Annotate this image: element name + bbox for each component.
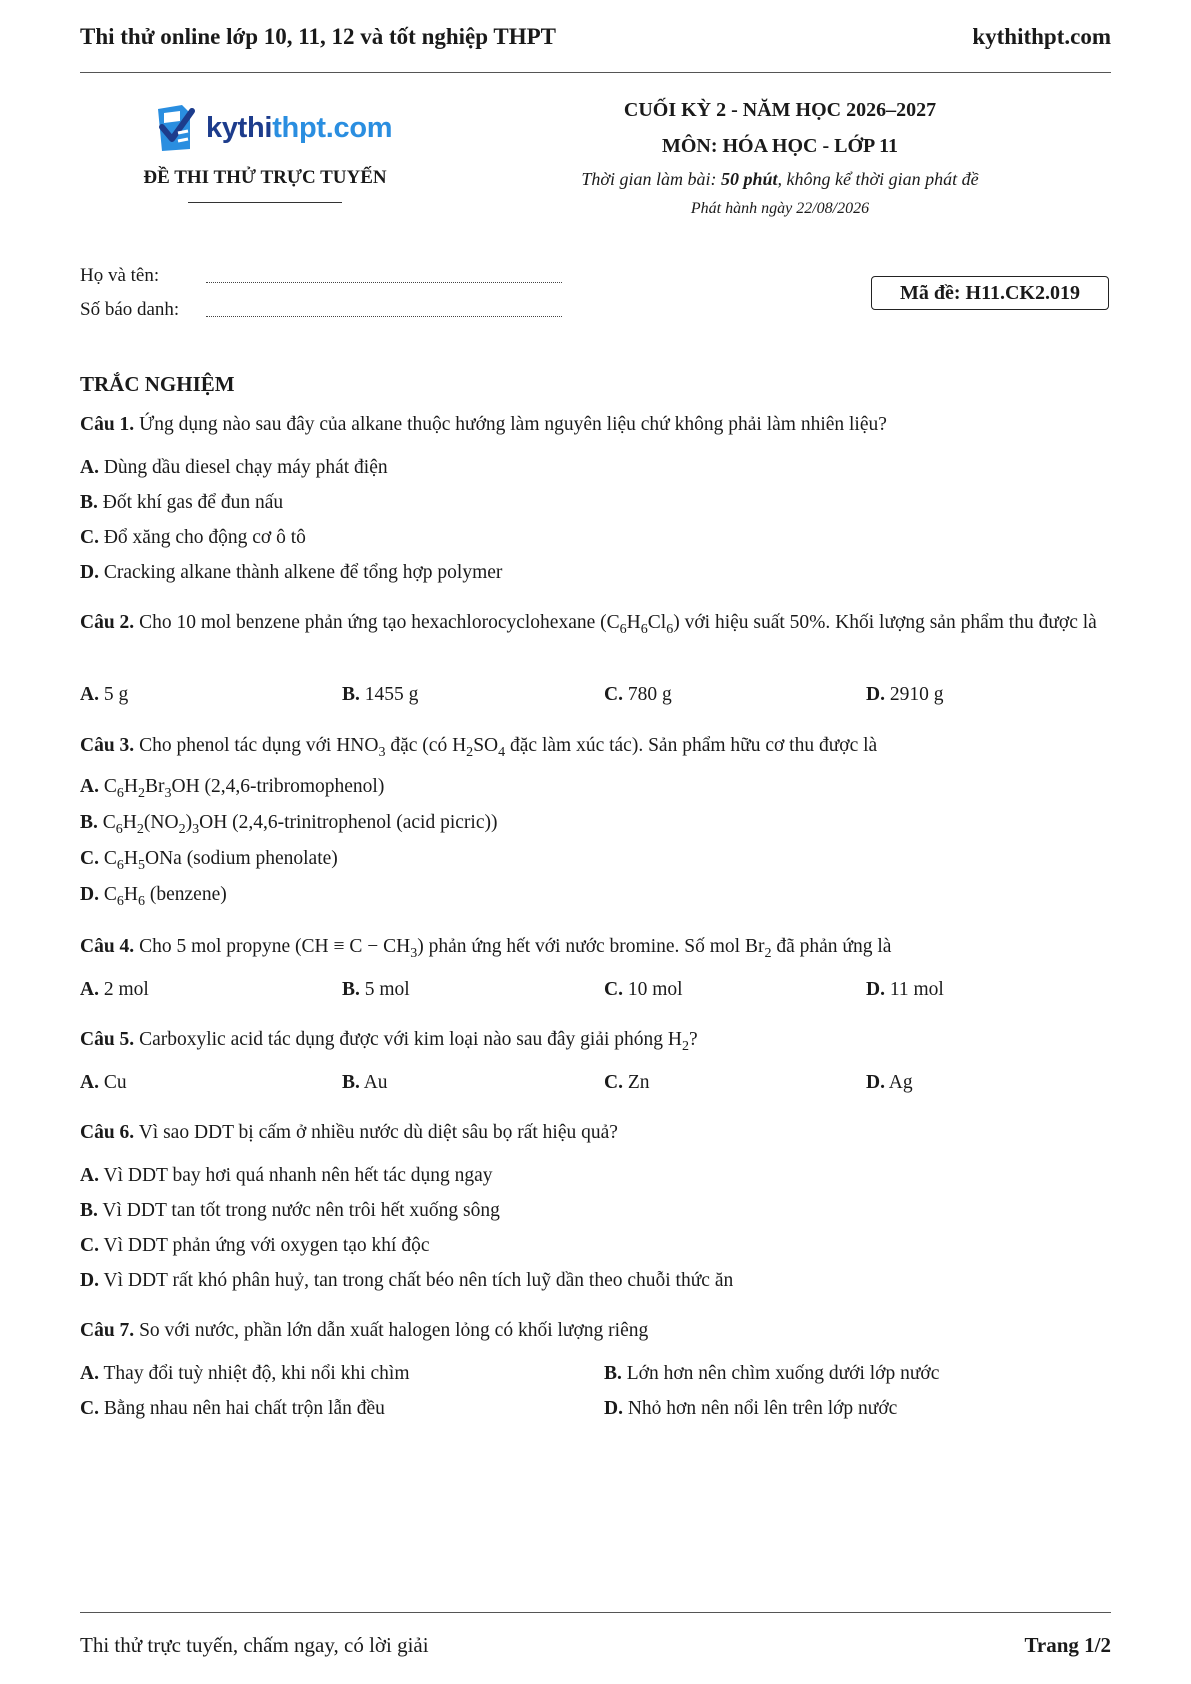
option-text: Ag (888, 1072, 913, 1093)
checklist-logo-icon (152, 103, 200, 153)
option-letter: A. (80, 684, 99, 705)
subtitle-underline (188, 202, 342, 203)
q2-option-b[interactable] (342, 681, 418, 709)
duration-prefix: Thời gian làm bài: (581, 169, 721, 189)
option-text: (2,4,6-tribromophenol) (204, 776, 385, 797)
q3-option-c[interactable]: C. $C_6H_5ONa$ (sodium phenolate) (80, 848, 338, 873)
option-letter: D. (866, 979, 885, 1000)
exam-subject: MÔN: HÓA HỌC - LỚP 11 (661, 135, 899, 157)
question-label: Câu 3. (80, 735, 135, 756)
option-letter: A. (80, 979, 99, 1000)
q4-option-c[interactable] (604, 976, 683, 1004)
option-letter: D. (80, 562, 99, 583)
subscript: 6 (619, 620, 627, 637)
q5-option-d[interactable] (866, 1069, 913, 1097)
option-text: 5 g (103, 684, 129, 705)
question-5 (80, 1025, 1111, 1055)
header-divider (80, 72, 1111, 73)
logo-wordmark (206, 112, 392, 145)
question-text-part: Cho 5 mol propyne (CH ≡ C − CH (139, 936, 411, 957)
option-letter: C. (604, 979, 623, 1000)
option-letter: D. (80, 1270, 99, 1291)
option-text: Cu (103, 1072, 127, 1093)
q2-option-c[interactable] (604, 681, 672, 709)
option-text: 5 mol (364, 979, 410, 1000)
student-id-field[interactable] (80, 299, 179, 321)
footer-tagline: Thi thử trực tuyến, chấm ngay, có lời giải (80, 1633, 429, 1657)
q7-option-b[interactable] (604, 1360, 939, 1388)
q1-option-d[interactable] (80, 559, 502, 587)
name-dotted-line (206, 282, 562, 283)
question-4 (80, 932, 1111, 962)
option-letter: D. (604, 1398, 623, 1419)
option-letter: B. (342, 684, 360, 705)
site-logo[interactable] (152, 102, 400, 154)
option-text: 2 mol (103, 979, 149, 1000)
logo-text-light: thpt.com (272, 111, 393, 144)
option-text: Vì DDT tan tốt trong nước nên trôi hết xuống sông (102, 1200, 500, 1221)
header-site[interactable]: kythithpt.com (972, 24, 1111, 49)
q2-option-a[interactable] (80, 681, 128, 709)
subscript: 3 (378, 743, 386, 760)
option-letter: B. (342, 1072, 360, 1093)
option-text: (benzene) (149, 884, 227, 905)
q3-option-b[interactable]: B. $C_6H_2(NO_2)_3OH$ (2,4,6-trinitrophenol (acid picric)) (80, 812, 498, 837)
release-date: Phát hành ngày 22/08/2026 (690, 200, 870, 217)
question-text-part: ) với hiệu suất 50%. Khối lượng sản phẩm thu được là (673, 612, 1097, 633)
q6-option-a[interactable] (80, 1162, 493, 1190)
question-label: Câu 4. (80, 936, 135, 957)
q4-option-a[interactable] (80, 976, 149, 1004)
question-7 (80, 1316, 1111, 1346)
exam-term: CUỐI KỲ 2 - NĂM HỌC 2026–2027 (623, 99, 937, 121)
student-id-dotted-line (206, 316, 562, 317)
q7-option-a[interactable] (80, 1360, 410, 1388)
question-text: Ứng dụng nào sau đây của alkane thuộc hướng làm nguyên liệu chứ không phải làm nhiên liệu? (139, 414, 887, 435)
option-letter: C. (604, 1072, 623, 1093)
subscript: 3 (410, 944, 418, 961)
q5-option-b[interactable] (342, 1069, 388, 1097)
option-letter: B. (604, 1363, 622, 1384)
question-text-part: Carboxylic acid tác dụng được với kim loại nào sau đây giải phóng H (139, 1029, 683, 1050)
option-text: Đốt khí gas để đun nấu (102, 492, 284, 513)
option-text: Nhỏ hơn nên nổi lên trên lớp nước (627, 1398, 898, 1419)
question-3: Câu 3. Cho phenol tác dụng với $HNO_3$ đặc (có $H_2SO_4$ đặc làm xúc tác). Sản phẩm hữu cơ thu được là (80, 735, 878, 760)
option-text: Vì DDT bay hơi quá nhanh nên hết tác dụng ngay (103, 1165, 493, 1186)
footer-divider (80, 1612, 1111, 1613)
exam-duration (520, 166, 1040, 192)
option-text: Vì DDT rất khó phân huỷ, tan trong chất béo nên tích luỹ dần theo chuỗi thức ăn (103, 1270, 734, 1291)
question-6 (80, 1118, 1111, 1148)
q2-option-d[interactable] (866, 681, 943, 709)
option-text: Lớn hơn nên chìm xuống dưới lớp nước (626, 1363, 940, 1384)
question-2: Câu 2. Cho 10 mol benzene phản ứng tạo hexachlorocyclohexane $(C_6H_6Cl_6)$ với hiệu suất 50%. Khối lượng sản phẩm thu được là (80, 612, 1097, 637)
q5-option-a[interactable] (80, 1069, 127, 1097)
question-label: Câu 6. (80, 1122, 135, 1143)
question-text: So với nước, phần lớn dẫn xuất halogen lỏng có khối lượng riêng (139, 1320, 649, 1341)
subscript: 6 (666, 620, 674, 637)
top-header (80, 22, 1111, 52)
q6-option-c[interactable] (80, 1232, 429, 1260)
q5-option-c[interactable] (604, 1069, 650, 1097)
subscript: 4 (498, 743, 506, 760)
option-letter: C. (80, 848, 99, 869)
q4-option-b[interactable] (342, 976, 410, 1004)
option-text: Vì DDT phản ứng với oxygen tạo khí độc (103, 1235, 430, 1256)
question-text-part: ) phản ứng hết với nước bromine. Số mol Br (417, 936, 765, 957)
option-text: Zn (627, 1072, 650, 1093)
option-text: 11 mol (889, 979, 944, 1000)
option-letter: A. (80, 457, 99, 478)
student-id-label: Số báo danh: (80, 299, 180, 320)
option-letter: C. (80, 1235, 99, 1256)
question-label: Câu 1. (80, 414, 135, 435)
exam-code-badge: Mã đề: H11.CK2.019 (871, 276, 1109, 310)
question-text-part: đặc làm xúc tác). Sản phẩm hữu cơ thu được là (505, 735, 878, 756)
option-text: 1455 g (364, 684, 419, 705)
option-text: (2,4,6-trinitrophenol (acid picric)) (232, 812, 498, 833)
logo-text-dark: kythi (206, 111, 273, 144)
q1-option-b[interactable] (80, 489, 283, 517)
option-letter: A. (80, 776, 99, 797)
option-text: Thay đổi tuỳ nhiệt độ, khi nổi khi chìm (103, 1363, 410, 1384)
name-field[interactable] (80, 265, 159, 287)
exam-type: ĐỀ THI THỬ TRỰC TUYẾN (143, 167, 387, 188)
header-title: Thi thử online lớp 10, 11, 12 và tốt nghiệp THPT (80, 24, 556, 49)
subscript: 2 (764, 944, 772, 961)
duration-value: 50 phút (721, 169, 778, 189)
question-text: Vì sao DDT bị cấm ở nhiều nước dù diệt sâu bọ rất hiệu quả? (138, 1122, 618, 1143)
exam-info (520, 96, 1040, 220)
name-label: Họ và tên: (80, 265, 160, 286)
option-letter: D. (866, 684, 885, 705)
option-text: (sodium phenolate) (186, 848, 338, 869)
option-letter: C. (80, 1398, 99, 1419)
option-letter: B. (80, 492, 98, 513)
question-text-part: đã phản ứng là (771, 936, 892, 957)
option-letter: B. (342, 979, 360, 1000)
q3-option-a[interactable]: A. $C_6H_2Br_3OH$ (2,4,6-tribromophenol) (80, 776, 385, 801)
q1-option-a[interactable] (80, 454, 388, 482)
subscript: 2 (682, 1037, 690, 1054)
option-letter: C. (80, 527, 99, 548)
q6-option-b[interactable] (80, 1197, 500, 1225)
question-text-part: Cho phenol tác dụng với HNO (139, 735, 379, 756)
question-1 (80, 410, 1111, 440)
option-text: 10 mol (627, 979, 683, 1000)
option-letter: D. (80, 884, 99, 905)
option-letter: D. (866, 1072, 885, 1093)
section-title: TRẮC NGHIỆM (80, 372, 235, 396)
option-text: Đổ xăng cho động cơ ô tô (103, 527, 306, 548)
duration-suffix: , không kể thời gian phát đề (777, 169, 979, 189)
option-letter: B. (80, 1200, 98, 1221)
q4-option-d[interactable] (866, 976, 944, 1004)
option-letter: C. (604, 684, 623, 705)
option-text: Dùng dầu diesel chạy máy phát điện (103, 457, 388, 478)
question-text-part: ? (689, 1029, 698, 1050)
subscript: 2 (466, 743, 474, 760)
q6-option-d[interactable] (80, 1267, 733, 1295)
question-text-part: đặc (có H (385, 735, 467, 756)
option-text: 2910 g (889, 684, 944, 705)
option-letter: A. (80, 1072, 99, 1093)
q1-option-c[interactable] (80, 524, 306, 552)
question-label: Câu 2. (80, 612, 135, 633)
q7-option-c[interactable] (80, 1395, 385, 1423)
page-number: Trang 1/2 (1024, 1633, 1111, 1657)
option-text: 780 g (627, 684, 672, 705)
option-letter: A. (80, 1165, 99, 1186)
q3-option-d[interactable]: D. $C_6H_6$ (benzene) (80, 884, 227, 909)
question-text-part: Cho 10 mol benzene phản ứng tạo hexachlorocyclohexane (C (139, 612, 620, 633)
page-footer (80, 1633, 1111, 1658)
option-letter: B. (80, 812, 98, 833)
q7-option-d[interactable] (604, 1395, 897, 1423)
option-text: Cracking alkane thành alkene để tổng hợp polymer (103, 562, 503, 583)
question-label: Câu 5. (80, 1029, 135, 1050)
exam-page (80, 0, 1111, 1684)
question-label: Câu 7. (80, 1320, 135, 1341)
option-text: Au (363, 1072, 388, 1093)
option-letter: A. (80, 1363, 99, 1384)
subscript: 6 (640, 620, 648, 637)
option-text: Bằng nhau nên hai chất trộn lẫn đều (103, 1398, 385, 1419)
